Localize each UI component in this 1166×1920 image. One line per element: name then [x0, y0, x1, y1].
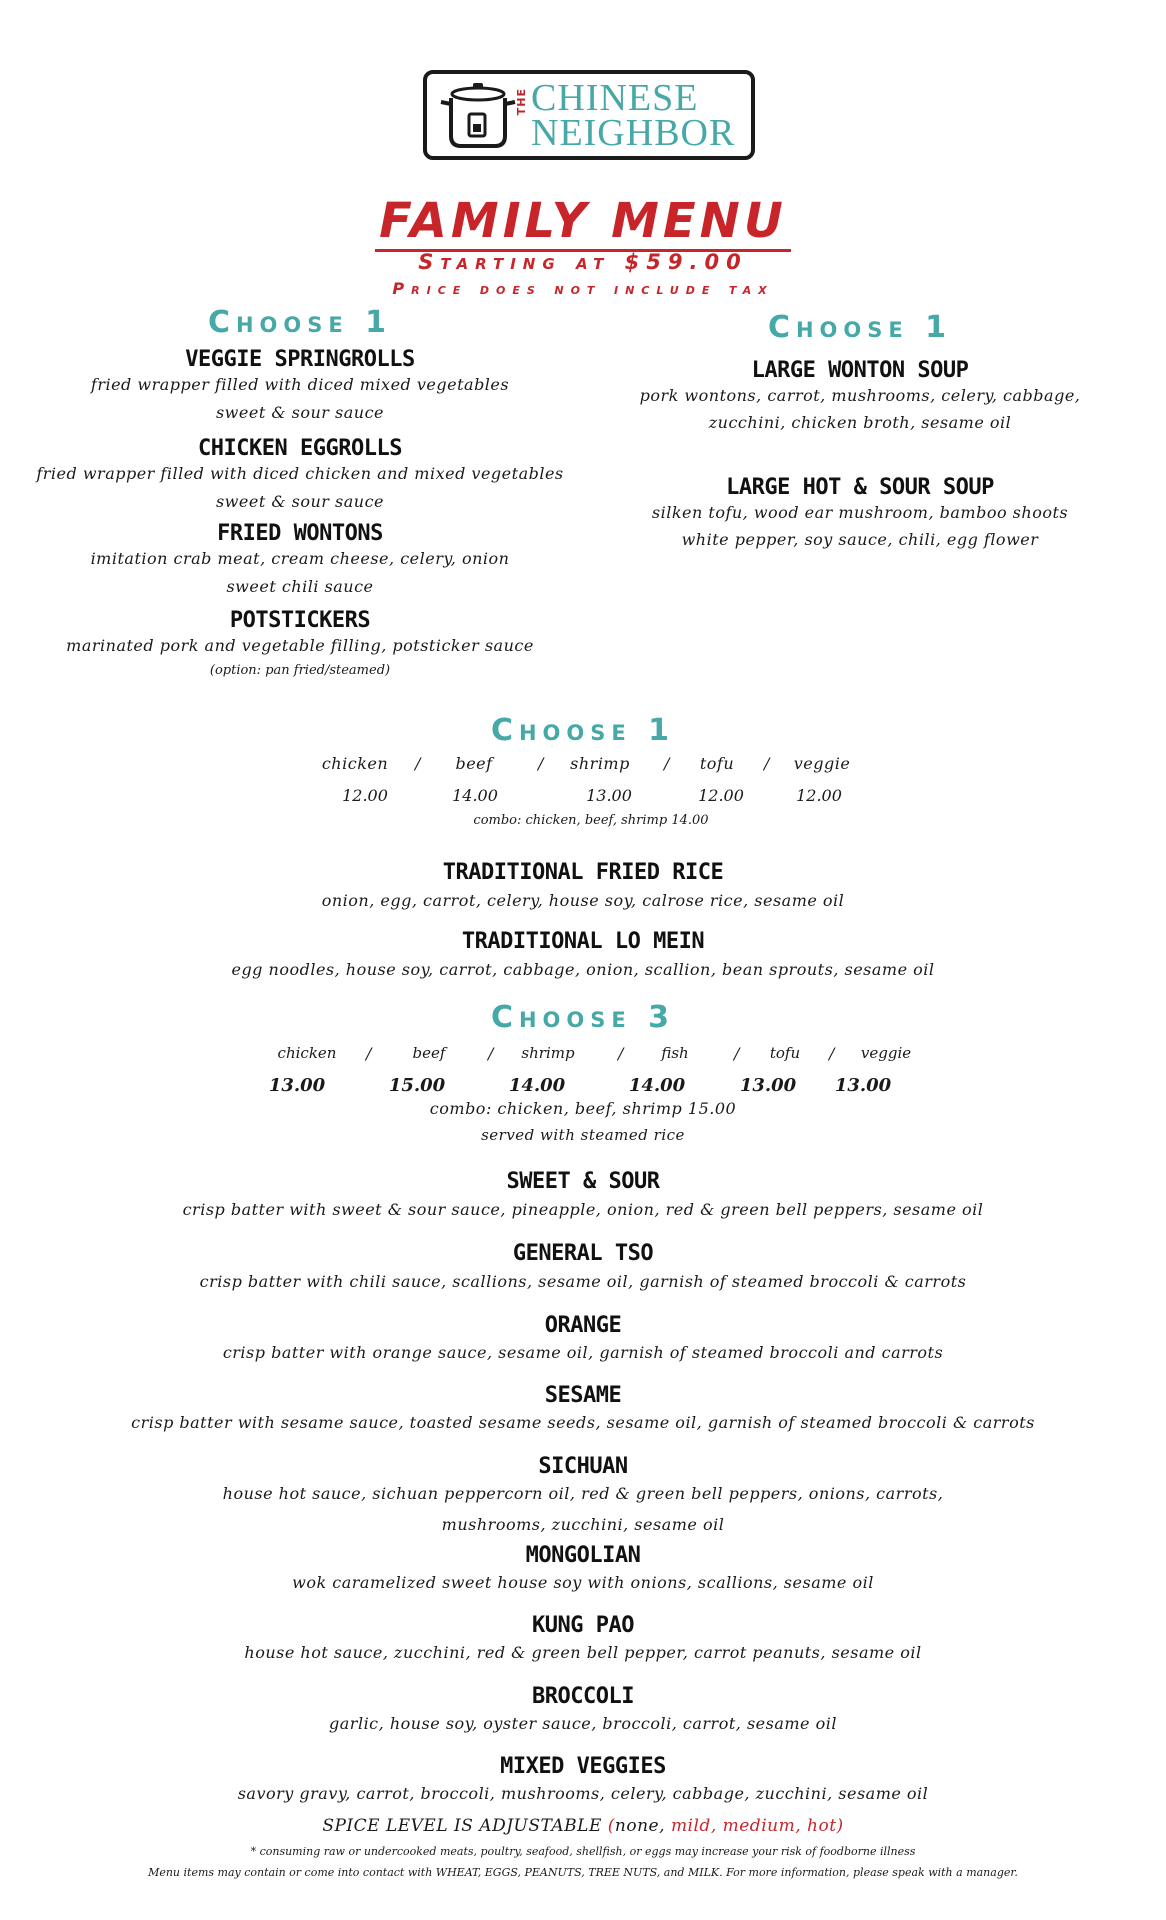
- entree-protein-row: [0, 1044, 1166, 1066]
- spice-label: SPICE LEVEL IS ADJUSTABLE: [322, 1816, 602, 1836]
- separator: /: [764, 754, 770, 773]
- protein-option: veggie: [860, 1044, 912, 1062]
- dish-desc: onion, egg, carrot, celery, house soy, calrose rice, sesame oil: [321, 891, 845, 910]
- dish-name: SICHUAN: [538, 1454, 628, 1479]
- spice-hot: hot: [807, 1816, 837, 1836]
- dish-name: KUNG PAO: [532, 1613, 634, 1638]
- spice-medium: medium,: [722, 1816, 802, 1836]
- food-safety-warning: * consuming raw or undercooked meats, poultry, seafood, shellfish, or eggs may increase your risk of foodborne illness: [250, 1845, 916, 1858]
- rice-price-row: [0, 786, 1166, 810]
- logo: [423, 70, 755, 160]
- dish-desc: house hot sauce, sichuan peppercorn oil, red & green bell peppers, onions, carrots,: [222, 1484, 944, 1503]
- menu-title: FAMILY MENU: [0, 193, 1166, 249]
- entree-price-row: [0, 1075, 1166, 1099]
- dish-name: VEGGIE SPRINGROLLS: [185, 347, 415, 372]
- dish-name: LARGE WONTON SOUP: [751, 358, 969, 383]
- dish-name: GENERAL TSO: [512, 1241, 654, 1266]
- dish-note: (option: pan fried/steamed): [209, 663, 391, 678]
- separator: /: [734, 1044, 740, 1063]
- dish-name: FRIED WONTONS: [217, 521, 383, 546]
- section-heading-rice: Choose 1: [490, 713, 676, 748]
- appetizer-section: [30, 305, 570, 685]
- dish-name: MONGOLIAN: [525, 1543, 641, 1568]
- separator: /: [618, 1044, 624, 1063]
- dish-name: ORANGE: [544, 1313, 622, 1338]
- dish-desc: white pepper, soy sauce, chili, egg flower: [681, 530, 1039, 549]
- separator: /: [415, 754, 421, 773]
- dish-name: LARGE HOT & SOUR SOUP: [726, 475, 994, 500]
- protein-option: shrimp: [570, 754, 630, 773]
- protein-option: beef: [412, 1044, 446, 1062]
- protein-option: veggie: [793, 754, 851, 773]
- separator: /: [664, 754, 670, 773]
- dish-desc: imitation crab meat, cream cheese, celery, onion: [90, 549, 510, 568]
- dish-name: TRADITIONAL FRIED RICE: [442, 860, 724, 885]
- dish-desc: fried wrapper filled with diced mixed vegetables: [90, 375, 510, 394]
- dish-desc: silken tofu, wood ear mushroom, bamboo shoots: [651, 503, 1069, 522]
- price: 13.00: [586, 786, 632, 805]
- protein-option: chicken: [321, 754, 389, 773]
- combo-price: combo: chicken, beef, shrimp 14.00: [473, 813, 709, 828]
- rice-protein-row: [0, 754, 1166, 778]
- rice-cooker-icon: [437, 80, 519, 152]
- price: 13.00: [834, 1075, 892, 1096]
- starting-price: Starting at $59.00: [418, 250, 748, 274]
- tax-note: Price does not include tax: [392, 279, 774, 298]
- separator: /: [488, 1044, 494, 1063]
- dish-name: SESAME: [544, 1383, 622, 1408]
- protein-option: beef: [455, 754, 493, 773]
- protein-option: shrimp: [521, 1044, 575, 1062]
- served-note: served with steamed rice: [481, 1126, 685, 1144]
- protein-option: fish: [661, 1044, 689, 1062]
- dish-desc: pork wontons, carrot, mushrooms, celery, cabbage,: [639, 386, 1081, 405]
- combo-price: combo: chicken, beef, shrimp 15.00: [429, 1099, 737, 1118]
- price: 12.00: [342, 786, 388, 805]
- dish-name: BROCCOLI: [532, 1684, 634, 1709]
- price: 13.00: [739, 1075, 797, 1096]
- dish-name: MIXED VEGGIES: [500, 1754, 666, 1779]
- spice-none: none,: [614, 1816, 666, 1836]
- dish-desc: sweet & sour sauce: [215, 403, 385, 422]
- section-heading: Choose 1: [767, 310, 953, 345]
- spice-level-note: [0, 1816, 1166, 1836]
- section-heading-entree: Choose 3: [490, 1000, 676, 1035]
- dish-name: POTSTICKERS: [229, 608, 371, 633]
- logo-the: THE: [515, 88, 528, 116]
- dish-desc: fried wrapper filled with diced chicken and mixed vegetables: [36, 464, 564, 483]
- separator: /: [829, 1044, 835, 1063]
- price: 14.00: [508, 1075, 566, 1096]
- price: 14.00: [628, 1075, 686, 1096]
- dish-name: CHICKEN EGGROLLS: [198, 436, 402, 461]
- protein-option: chicken: [277, 1044, 337, 1062]
- soup-section: [620, 310, 1100, 560]
- separator: /: [538, 754, 544, 773]
- dish-desc: wok caramelized sweet house soy with onions, scallions, sesame oil: [292, 1573, 874, 1592]
- logo-line-2: NEIGHBOR: [531, 112, 736, 154]
- price: 12.00: [796, 786, 842, 805]
- dish-desc: savory gravy, carrot, broccoli, mushrooms, celery, cabbage, zucchini, sesame oil: [237, 1784, 929, 1803]
- price: 14.00: [452, 786, 498, 805]
- spice-mild: mild,: [670, 1816, 717, 1836]
- logo-line-1: CHINESE: [531, 77, 699, 119]
- dish-desc: crisp batter with orange sauce, sesame oil, garnish of steamed broccoli and carrots: [222, 1343, 944, 1362]
- spice-paren: (: [607, 1816, 615, 1836]
- separator: /: [366, 1044, 372, 1063]
- dish-desc: house hot sauce, zucchini, red & green bell pepper, carrot peanuts, sesame oil: [244, 1643, 922, 1662]
- price: 13.00: [268, 1075, 326, 1096]
- dish-desc: marinated pork and vegetable filling, potsticker sauce: [66, 636, 534, 655]
- dish-desc: crisp batter with chili sauce, scallions, sesame oil, garnish of steamed broccoli & carrots: [199, 1272, 967, 1291]
- dish-name: SWEET & SOUR: [506, 1169, 660, 1194]
- dish-desc: sweet chili sauce: [226, 577, 374, 596]
- spice-paren: ): [836, 1816, 844, 1836]
- protein-option: tofu: [769, 1044, 801, 1062]
- dish-name: TRADITIONAL LO MEIN: [461, 929, 705, 954]
- price: 15.00: [388, 1075, 446, 1096]
- protein-option: tofu: [699, 754, 735, 773]
- dish-desc: garlic, house soy, oyster sauce, broccoli, carrot, sesame oil: [329, 1714, 837, 1733]
- dish-desc: crisp batter with sweet & sour sauce, pineapple, onion, red & green bell peppers, sesame oil: [182, 1200, 984, 1219]
- dish-desc: sweet & sour sauce: [215, 492, 385, 511]
- section-heading: Choose 1: [207, 305, 393, 340]
- price: 12.00: [698, 786, 744, 805]
- dish-desc: crisp batter with sesame sauce, toasted sesame seeds, sesame oil, garnish of steamed broccoli & carrots: [131, 1413, 1035, 1432]
- allergen-notice: Menu items may contain or come into contact with WHEAT, EGGS, PEANUTS, TREE NUTS, and MILK. For more information, please speak with a manager.: [148, 1866, 1018, 1879]
- dish-desc: zucchini, chicken broth, sesame oil: [708, 413, 1012, 432]
- dish-desc: mushrooms, zucchini, sesame oil: [441, 1515, 725, 1534]
- dish-desc: egg noodles, house soy, carrot, cabbage, onion, scallion, bean sprouts, sesame oil: [231, 960, 935, 979]
